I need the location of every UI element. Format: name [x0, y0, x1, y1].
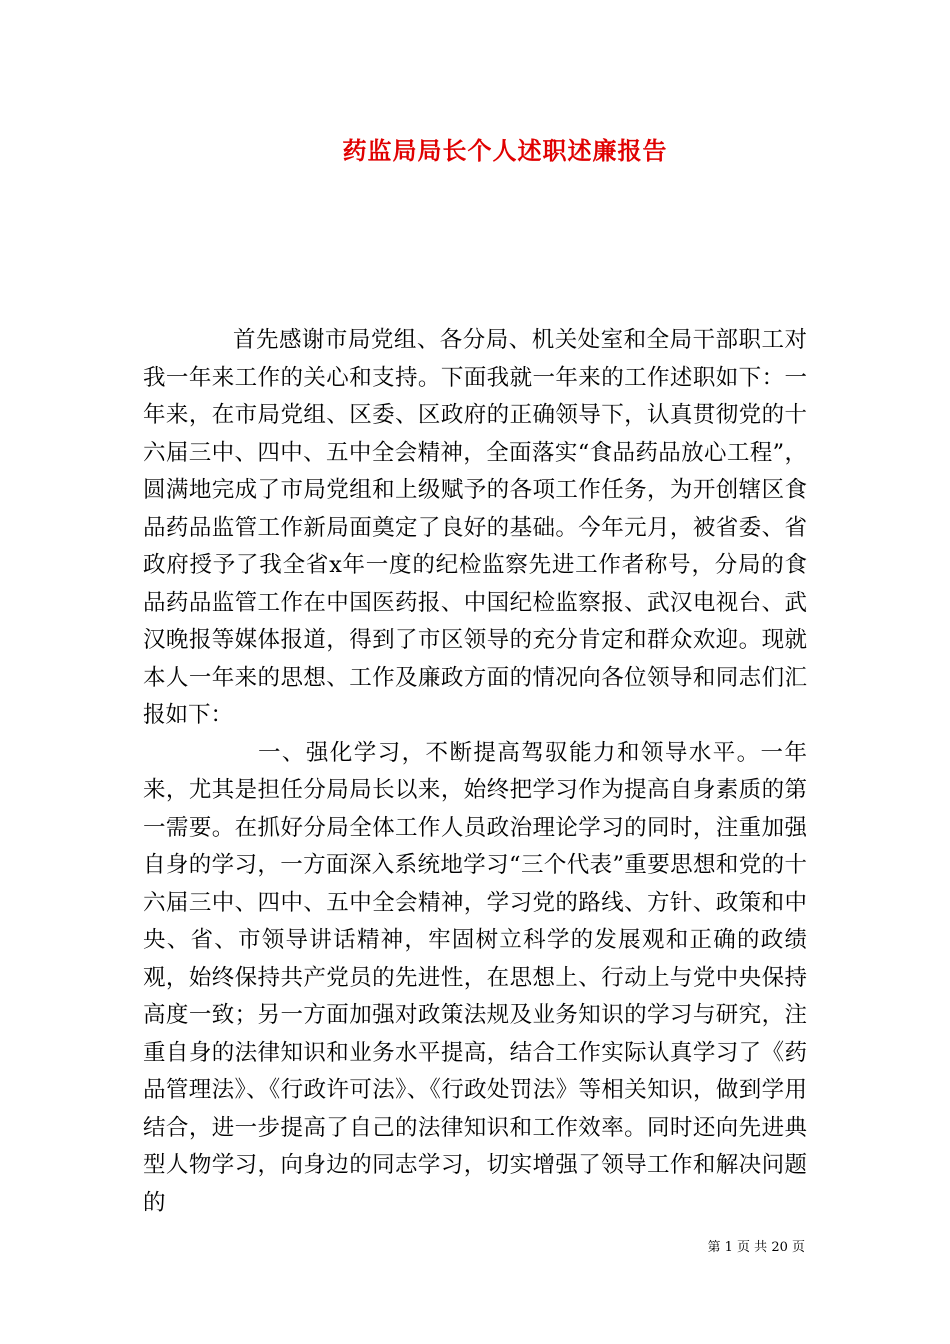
page-number-footer: 第 1 页 共 20 页: [707, 1240, 805, 1255]
document-title: 药监局局长个人述职述廉报告: [342, 136, 668, 165]
paragraph-section-1: 一、强化学习，不断提高驾驭能力和领导水平。一年来，尤其是担任分局局长以来，始终把学习作为提高自身素质的第一需要。在抓好分局全体工作人员政治理论学习的同时，注重加强自身的学习，一方面深入系统地学习“三个代表”重要思想和党的十六届三中、四中、五中全会精神，学习党的路线、方针、政策和中央、省、市领导讲话精神，牢固树立科学的发展观和正确的政绩观，始终保持共产党员的先进性，在思想上、行动上与党中央保持高度一致；另一方面加强对政策法规及业务知识的学习与研究，注重自身的法律知识和业务水平提高，结合工作实际认真学习了《药品管理法》、《行政许可法》、《行政处罚法》等相关知识，做到学用结合，进一步提高了自己的法律知识和工作效率。同时还向先进典型人物学习，向身边的同志学习，切实增强了领导工作和解决问题的: [143, 739, 807, 1216]
paragraph-intro: 首先感谢市局党组、各分局、机关处室和全局干部职工对我一年来工作的关心和支持。下面我就一年来的工作述职如下：一年来，在市局党组、区委、区政府的正确领导下，认真贯彻党的十六届三中、四中、五中全会精神，全面落实“食品药品放心工程”，圆满地完成了市局党组和上级赋予的各项工作任务，为开创辖区食品药品监管工作新局面奠定了良好的基础。今年元月，被省委、省政府授予了我全省x年一度的纪检监察先进工作者称号，分局的食品药品监管工作在中国医药报、中国纪检监察报、武汉电视台、武汉晚报等媒体报道，得到了市区领导的充分肯定和群众欢迎。现就本人一年来的思想、工作及廉政方面的情况向各位领导和同志们汇报如下：: [143, 327, 807, 728]
document-body: [143, 322, 807, 1222]
